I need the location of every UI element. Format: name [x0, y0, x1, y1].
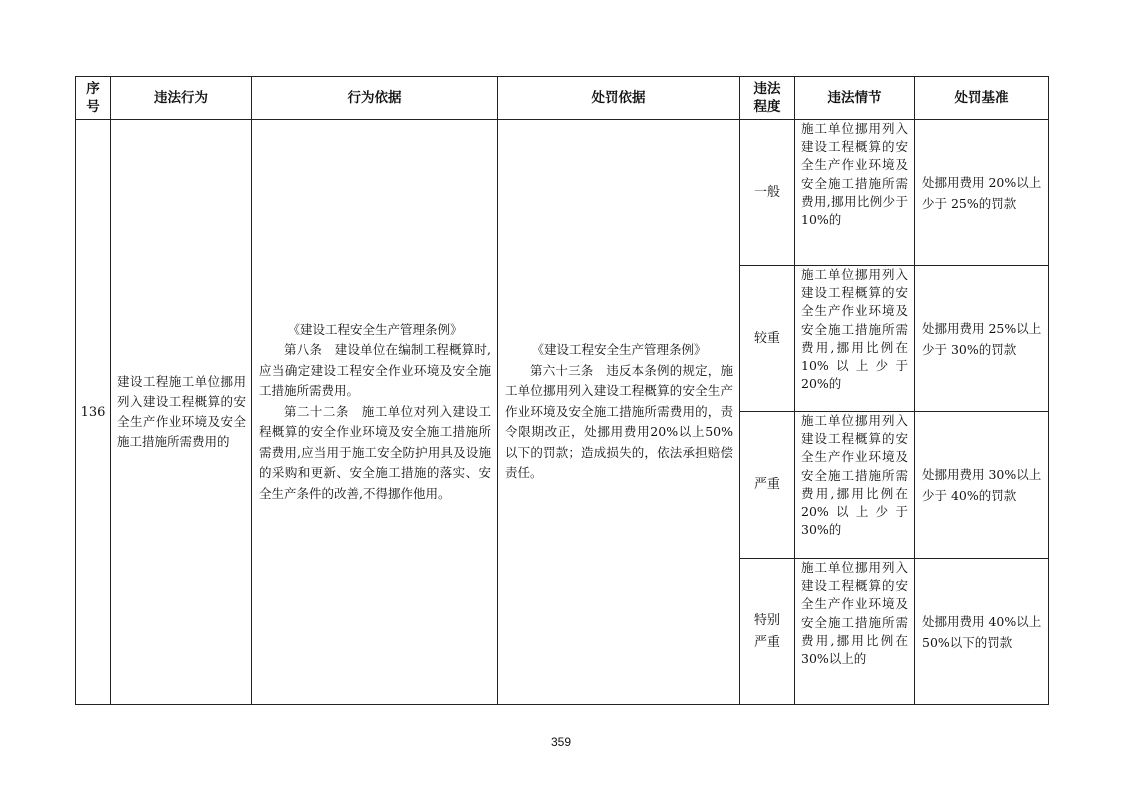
- basis-title: 《建设工程安全生产管理条例》: [287, 321, 463, 337]
- standard-level-3: 处挪用费用 30%以上少于 40%的罚款: [915, 412, 1049, 559]
- basis-article-22: 第二十二条 施工单位对列入建设工程概算的安全作业环境及安全施工措施所需费用,应当用于施工安全防护用具及设施的采购和更新、安全施工措施的落实、安全生产条件的改善,不得挪作他用。: [259, 403, 491, 501]
- circumstance-level-2: 施工单位挪用列入建设工程概算的安全生产作业环境及安全施工措施所需费用,挪用比例在 10%以上少于 20%的: [795, 266, 915, 412]
- degree-level-3: 严重: [740, 412, 795, 559]
- degree-level-4: 特别严重: [740, 559, 795, 705]
- penalty-article-63: 第六十三条 违反本条例的规定，施工单位挪用列入建设工程概算的安全生产作业环境及安全施工措施所需费用的，责令限期改正，处挪用费用20%以上50%以下的罚款；造成损失的，依法承担赔偿责任。: [505, 362, 733, 481]
- penalty-title: 《建设工程安全生产管理条例》: [531, 342, 707, 358]
- basis-article-8: 第八条 建设单位在编制工程概算时,应当确定建设工程安全作业环境及安全施工措施所需费用。: [259, 342, 491, 399]
- header-degree: 违法程度: [740, 77, 795, 120]
- circumstance-level-1: 施工单位挪用列入建设工程概算的安全生产作业环境及安全施工措施所需费用,挪用比例少于 10%的: [795, 120, 915, 266]
- row-penalty: [498, 120, 740, 705]
- row-act: 建设工程施工单位挪用列入建设工程概算的安全生产作业环境及安全施工措施所需费用的: [111, 120, 252, 705]
- header-seq: 序号: [76, 77, 111, 120]
- circumstance-level-3: 施工单位挪用列入建设工程概算的安全生产作业环境及安全施工措施所需费用,挪用比例在 20%以上少于 30%的: [795, 412, 915, 559]
- standard-level-1: 处挪用费用 20%以上少于 25%的罚款: [915, 120, 1049, 266]
- header-act: 违法行为: [111, 77, 252, 120]
- header-row: [76, 77, 1049, 120]
- header-standard: 处罚基准: [915, 77, 1049, 120]
- standard-level-4: 处挪用费用 40%以上 50%以下的罚款: [915, 559, 1049, 705]
- table-row: [76, 120, 1049, 266]
- header-penalty: 处罚依据: [498, 77, 740, 120]
- row-basis: [252, 120, 498, 705]
- circumstance-level-4: 施工单位挪用列入建设工程概算的安全生产作业环境及安全施工措施所需费用,挪用比例在 30%以上的: [795, 559, 915, 705]
- degree-level-2: 较重: [740, 266, 795, 412]
- penalty-table: [75, 76, 1049, 705]
- page-number: 359: [550, 735, 572, 749]
- degree-level-1: 一般: [740, 120, 795, 266]
- row-seq: 136: [76, 120, 111, 705]
- standard-level-2: 处挪用费用 25%以上少于 30%的罚款: [915, 266, 1049, 412]
- header-basis: 行为依据: [252, 77, 498, 120]
- header-circumstance: 违法情节: [795, 77, 915, 120]
